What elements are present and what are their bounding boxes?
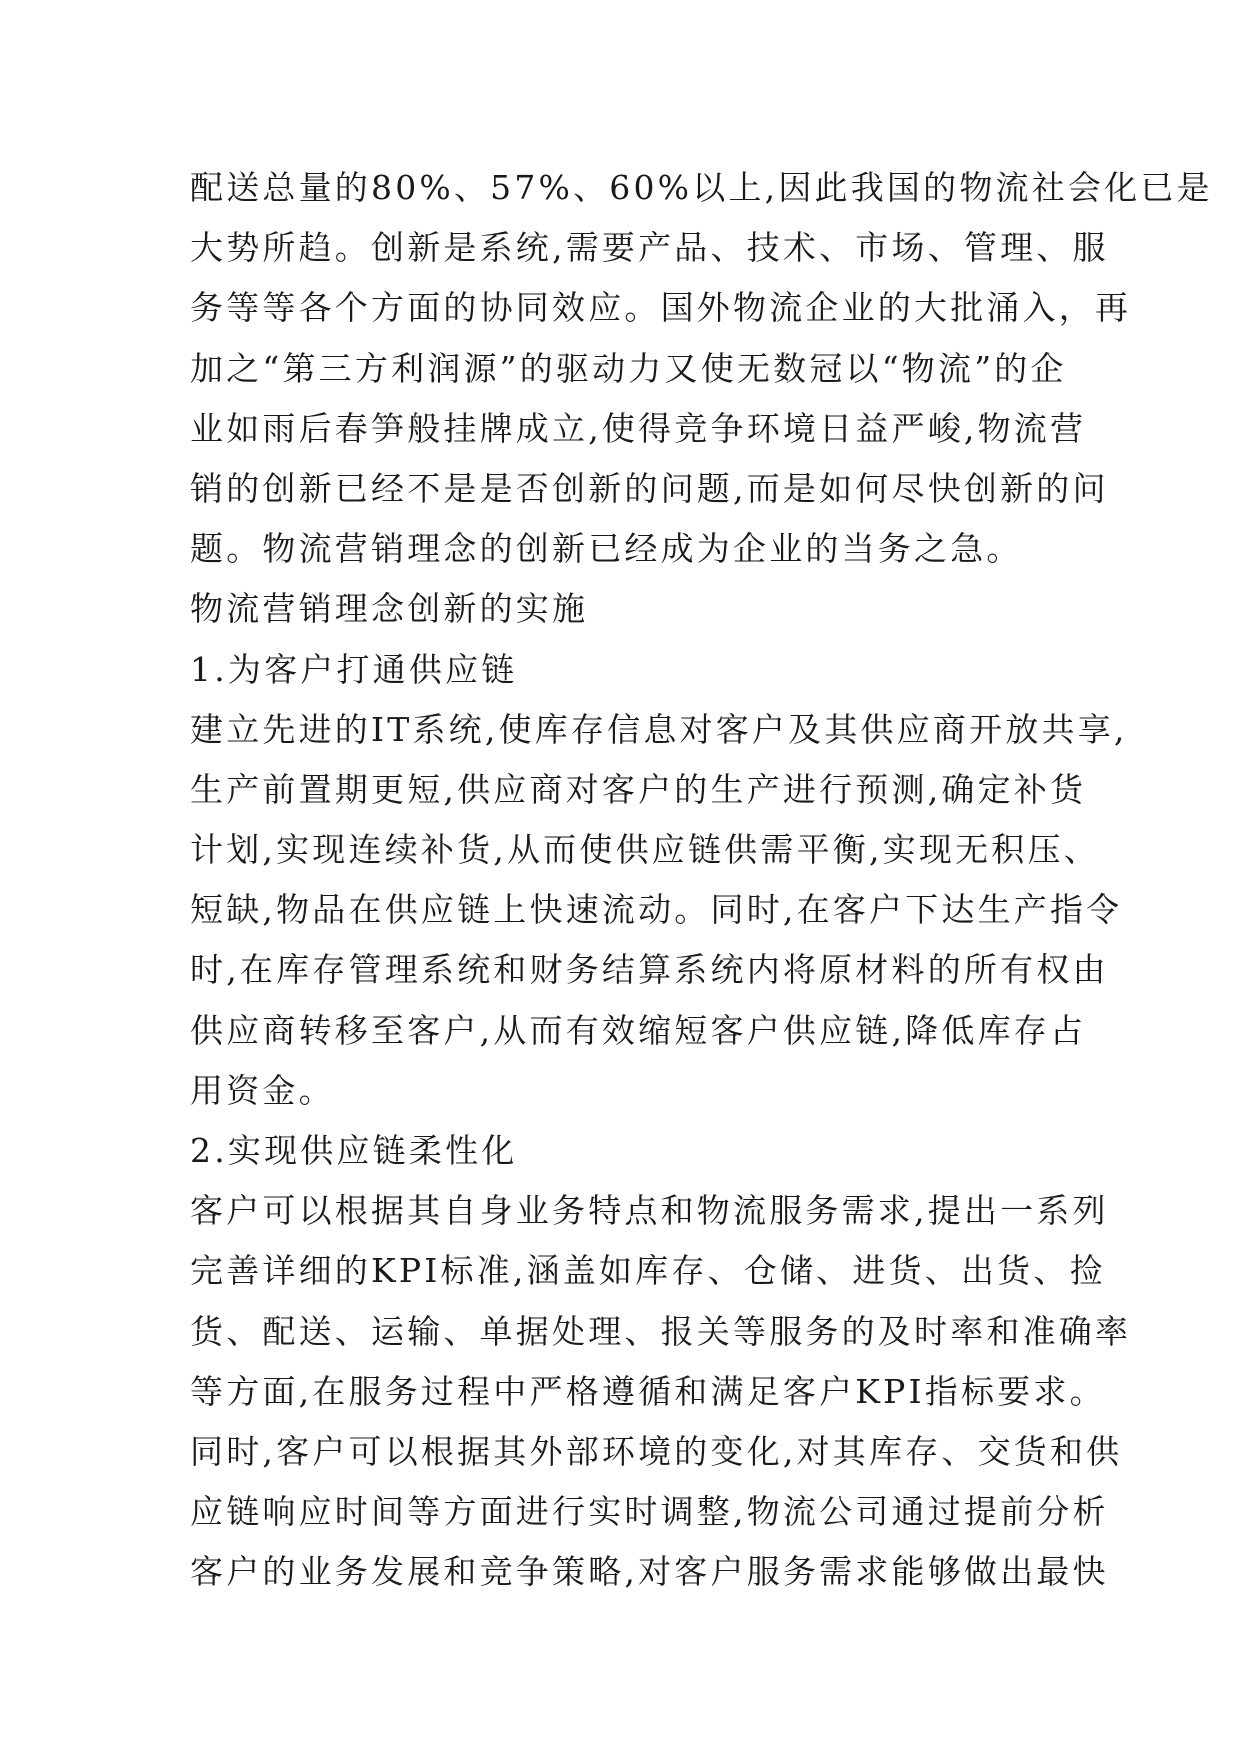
text-line: 题。物流营销理念的创新已经成为企业的当务之急。	[190, 529, 1023, 569]
text-line: 短缺,物品在供应链上快速流动。同时,在客户下达生产指令	[190, 890, 1123, 930]
text-line: 完善详细的KPI标准,涵盖如库存、仓储、进货、出货、捡	[190, 1251, 1106, 1291]
text-line: 配送总量的80%、57%、60%以上,因此我国的物流社会化已是	[190, 168, 1213, 207]
text-line: 用资金。	[190, 1070, 335, 1110]
text-line: 货、配送、运输、单据处理、报关等服务的及时率和准确率	[190, 1311, 1132, 1351]
subsection-heading: 2.实现供应链柔性化	[190, 1131, 518, 1170]
text-line: 等方面,在服务过程中严格遵循和满足客户KPI指标要求。	[190, 1371, 1106, 1411]
text-line: 同时,客户可以根据其外部环境的变化,对其库存、交货和供	[190, 1431, 1123, 1471]
text-line: 业如雨后春笋般挂牌成立,使得竞争环境日益严峻,物流营	[190, 408, 1087, 448]
text-line: 时,在库存管理系统和财务结算系统内将原材料的所有权由	[190, 950, 1109, 990]
text-line: 计划,实现连续补货,从而使供应链供需平衡,实现无积压、	[190, 830, 1100, 870]
text-line: 生产前置期更短,供应商对客户的生产进行预测,确定补货	[190, 769, 1087, 809]
document-body	[190, 158, 1213, 1603]
text-line: 销的创新已经不是是否创新的问题,而是如何尽快创新的问	[190, 468, 1109, 508]
section-heading: 物流营销理念创新的实施	[190, 589, 589, 629]
text-line: 建立先进的IT系统,使库存信息对客户及其供应商开放共享,	[190, 709, 1128, 749]
text-line: 大势所趋。创新是系统,需要产品、技术、市场、管理、服	[190, 228, 1109, 268]
text-line: 应链响应时间等方面进行实时调整,物流公司通过提前分析	[190, 1492, 1109, 1532]
text-line: 客户的业务发展和竞争策略,对客户服务需求能够做出最快	[190, 1552, 1109, 1592]
text-line: 供应商转移至客户,从而有效缩短客户供应链,降低库存占	[190, 1010, 1087, 1050]
text-line: 加之“第三方利润源”的驱动力又使无数冠以“物流”的企	[190, 348, 1067, 388]
subsection-heading: 1.为客户打通供应链	[190, 649, 518, 689]
text-line: 客户可以根据其自身业务特点和物流服务需求,提出一系列	[190, 1191, 1109, 1231]
text-line: 务等等各个方面的协同效应。国外物流企业的大批涌入，再	[190, 288, 1132, 328]
